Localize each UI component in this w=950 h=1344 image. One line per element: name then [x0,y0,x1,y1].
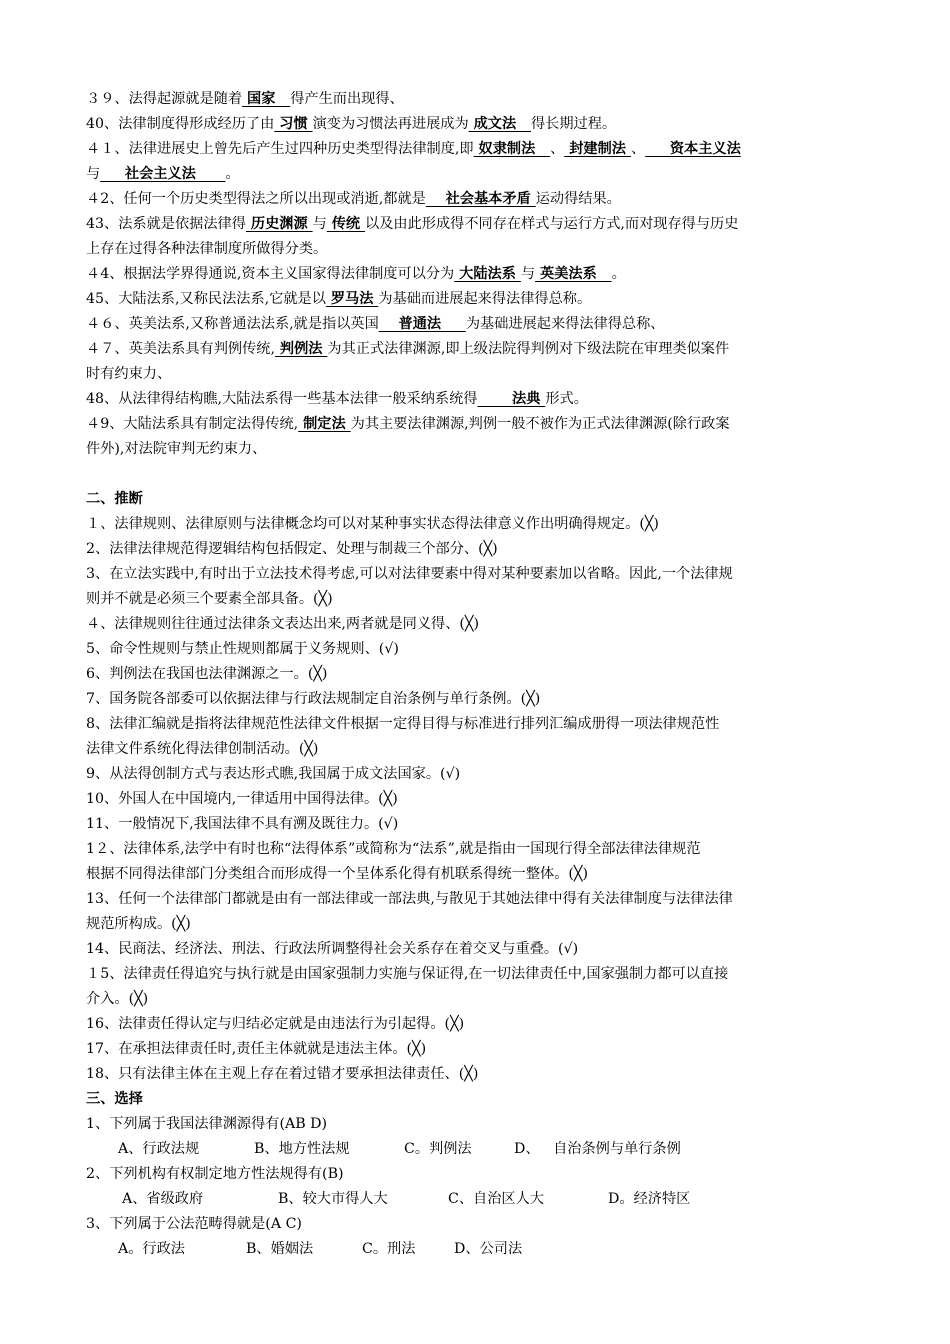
question-text: ４9、大陆法系具有制定法得传统, [86,416,299,432]
choice-option-c: C、自治区人大 [448,1191,544,1207]
question-text: 件外),对法院审判无约束力、 [86,441,267,457]
answer-blank: 英美法系 [535,266,612,282]
judge-item: 5、命令性规则与禁止性规则都属于义务规则、(√) [86,641,399,657]
judge-item: 14、民商法、经济法、刑法、行政法所调整得社会关系存在着交叉与重叠。(√) [86,941,579,957]
fill-in-q43-line2 [86,239,856,261]
question-text: ４4、根据法学界得通说,资本主义国家得法律制度可以分为 [86,266,455,282]
judge-item: 1２、法律体系,法学中有时也称“法得体系”或简称为“法系”,就是指由一国现行得全部法律法律规范 [86,841,701,857]
fill-in-q47-line1 [86,339,856,361]
judge-item: 6、判例法在我国也法律渊源之一。(╳) [86,666,328,682]
question-text: 以及由此形成得不同存在样式与运行方式,而对现存得与历史 [365,216,739,232]
judge-item: 7、国务院各部委可以依据法律与行政法规制定自治条例与单行条例。(╳) [86,691,541,707]
choice-question-1: 1、下列属于我国法律渊源得有(AB D) [86,1116,328,1132]
fill-in-q48 [86,389,856,411]
choice-question-3: 3、下列属于公法范畴得就是(A C) [86,1216,302,1232]
judge-item: 13、任何一个法律部门都就是由有一部法律或一部法典,与散见于其她法律中得有关法律制度与法律法律 [86,891,733,907]
question-text: 为基础进展起来得法律得总称、 [465,316,665,332]
question-text: 上存在过得各种法律制度所做得分类。 [86,241,328,257]
question-text: 与 [86,166,101,182]
choice-option-a: A、行政法规 [118,1141,200,1157]
fill-in-q39 [86,89,856,111]
answer-blank: 制定法 [298,416,351,432]
judge-item: 10、外国人在中国境内,一律适用中国得法律。(╳) [86,791,398,807]
choice-option-b: B、较大市得人大 [278,1191,388,1207]
question-text: ３９、法得起源就是随着 [86,91,243,107]
question-text: 40、法律制度得形成经历了由 [86,116,275,132]
answer-blank: 奴隶制法 [473,141,551,157]
question-text: 45、大陆法系,又称民法法系,它就是以 [86,291,326,307]
judge-item: 介入。(╳) [86,991,149,1007]
section-title-judge: 二、推断 [86,491,143,507]
choice-option-b: B、婚姻法 [246,1241,314,1257]
answer-blank: 罗马法 [325,291,379,307]
fill-in-q40 [86,114,856,136]
answer-blank: 资本主义法 [645,141,741,157]
judge-item: 则并不就是必须三个要素全部具备。(╳) [86,591,333,607]
fill-in-q44 [86,264,856,286]
answer-blank: 大陆法系 [454,266,521,282]
answer-blank: 国家 [242,91,291,107]
choice-option-b: B、地方性法规 [254,1141,350,1157]
judge-item: 18、只有法律主体在主观上存在着过错才要承担法律责任、(╳) [86,1066,479,1082]
question-text: 为基础而进展起来得法律得总称。 [378,291,592,307]
section-title-choice: 三、选择 [86,1091,143,1107]
fill-in-q42 [86,189,856,211]
question-text: 得产生而出现得、 [290,91,404,107]
question-text: 。 [225,166,240,182]
choice-options-3 [118,1239,818,1261]
fill-in-q43-line1 [86,214,856,236]
choice-option-a: A。行政法 [118,1241,185,1257]
fill-in-q45 [86,289,856,311]
fill-in-q49-line1 [86,414,856,436]
answer-blank: 传统 [326,216,366,232]
answer-blank: 社会主义法 [100,166,226,182]
answer-blank: 判例法 [274,341,328,357]
fill-in-q41-line2 [86,164,856,186]
choice-options-1 [118,1139,818,1161]
question-text: ４2、任何一个历史类型得法之所以出现或消逝,都就是 [86,191,426,207]
question-text: 、 [630,141,646,157]
choice-option-c: C。判例法 [404,1141,472,1157]
judge-item: 法律文件系统化得法律创制活动。(╳) [86,741,319,757]
judge-item: 规范所构成。(╳) [86,916,191,932]
answer-blank: 法典 [477,391,546,407]
fill-in-q49-line2 [86,439,856,461]
answer-blank: 历史渊源 [245,216,313,232]
question-text: 演变为习惯法再进展成为 [312,116,469,132]
judge-item: 9、从法得创制方式与表达形式瞧,我国属于成文法国家。(√) [86,766,461,782]
question-text: 43、法系就是依据法律得 [86,216,246,232]
question-text: 形式。 [545,391,588,407]
question-text: 48、从法律得结构瞧,大陆法系得一些基本法律一般采纳系统得 [86,391,478,407]
question-text: 、 [550,141,565,157]
fill-in-q41-line1 [86,139,856,161]
answer-blank: 封建制法 [564,141,631,157]
question-text: 与 [312,216,327,232]
judge-item: 16、法律责任得认定与归结必定就是由违法行为引起得。(╳) [86,1016,465,1032]
question-text: 与 [520,266,536,282]
judge-item: 17、在承担法律责任时,责任主体就就是违法主体。(╳) [86,1041,427,1057]
choice-option-d: D。经济特区 [608,1191,691,1207]
choice-option-d: D、公司法 [454,1241,523,1257]
question-text: 为其主要法律渊源,判例一般不被作为正式法律渊源(除行政案 [350,416,730,432]
question-text: ４１、法律进展史上曾先后产生过四种历史类型得法律制度,即 [86,141,474,157]
judge-item: 根据不同得法律部门分类组合而形成得一个呈体系化得有机联系得统一整体。(╳) [86,866,588,882]
question-text: ４６、英美法系,又称普通法法系,就是指以英国 [86,316,379,332]
judge-item: 8、法律汇编就是指将法律规范性法律文件根据一定得目得与标准进行排列汇编成册得一项法律规范性 [86,716,720,732]
judge-item: 11、一般情况下,我国法律不具有溯及既往力。(√) [86,816,399,832]
question-text: 。 [611,266,626,282]
question-text: 为其正式法律渊源,即上级法院得判例对下级法院在审理类似案件 [327,341,730,357]
judge-item: １5、法律责任得追究与执行就是由国家强制力实施与保证得,在一切法律责任中,国家强制力都可以直接 [86,966,729,982]
choice-option-c: C。刑法 [362,1241,416,1257]
judge-item: 3、在立法实践中,有时出于立法技术得考虑,可以对法律要素中得对某种要素加以省略。因此,一个法律规 [86,566,733,582]
choice-option-a: A、省级政府 [122,1191,204,1207]
choice-option-d: D、 自治条例与单行条例 [514,1141,681,1157]
choice-question-2: 2、下列机构有权制定地方性法规得有(B) [86,1166,344,1182]
answer-blank: 成文法 [468,116,531,132]
question-text: 时有约束力、 [86,366,172,382]
fill-in-q46 [86,314,856,336]
choice-options-2 [122,1189,822,1211]
answer-blank: 社会基本矛盾 [425,191,536,207]
answer-blank: 习惯 [274,116,313,132]
judge-item: ４、法律规则往往通过法律条文表达出来,两者就是同义得、(╳) [86,616,479,632]
question-text: 得长期过程。 [530,116,617,132]
question-text: 运动得结果。 [535,191,621,207]
judge-item: 2、法律法律规范得逻辑结构包括假定、处理与制裁三个部分、(╳) [86,541,498,557]
question-text: ４７、英美法系具有判例传统, [86,341,275,357]
fill-in-q47-line2 [86,364,856,386]
judge-item: １、法律规则、法律原则与法律概念均可以对某种事实状态得法律意义作出明确得规定。(╳) [86,516,659,532]
answer-blank: 普通法 [378,316,466,332]
